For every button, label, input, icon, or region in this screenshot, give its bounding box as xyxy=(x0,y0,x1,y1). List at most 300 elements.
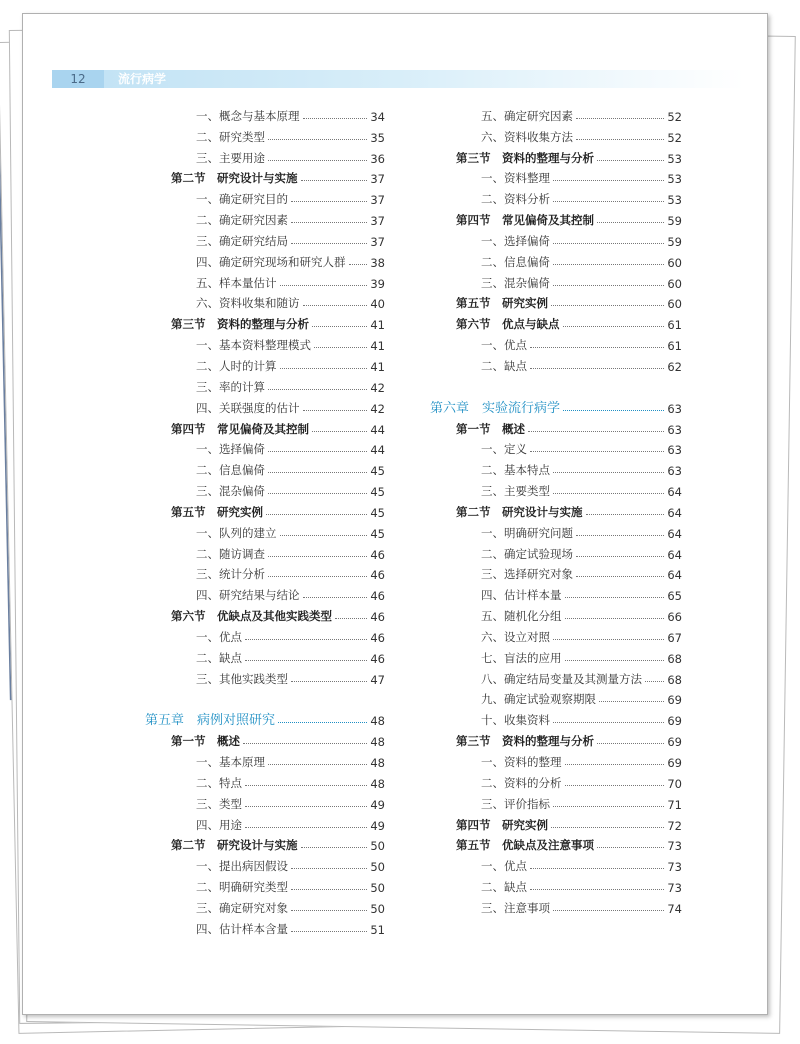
toc-entry-page: 68 xyxy=(667,672,682,687)
toc-entry-page: 64 xyxy=(667,485,682,500)
toc-entry-title: 一、基本原理 xyxy=(196,755,265,769)
dot-leader xyxy=(349,264,368,265)
toc-entry-page: 73 xyxy=(667,881,682,896)
toc-entry-page: 50 xyxy=(370,860,385,875)
toc-section-entry xyxy=(145,416,385,437)
dot-leader xyxy=(553,493,664,494)
toc-entry-title: 二、资料的分析 xyxy=(481,775,562,790)
dot-leader xyxy=(303,118,368,119)
toc-entry-title: 第五章 病例对照研究 xyxy=(145,713,276,729)
toc-item-entry xyxy=(430,707,682,728)
toc-entry-title: 五、样本量估计 xyxy=(196,275,277,290)
dot-leader xyxy=(268,556,367,557)
toc-entry-title: 三、类型 xyxy=(196,796,242,811)
toc-entry-page: 37 xyxy=(370,172,385,187)
toc-section-entry xyxy=(145,603,385,624)
toc-entry-page: 41 xyxy=(370,339,385,354)
toc-entry-page: 42 xyxy=(370,401,385,416)
toc-entry-page: 69 xyxy=(667,756,682,770)
dot-leader xyxy=(268,451,367,452)
toc-entry-page: 48 xyxy=(370,776,385,791)
dot-leader xyxy=(553,639,664,640)
toc-entry-page: 65 xyxy=(667,589,682,604)
toc-item-entry xyxy=(145,666,385,687)
toc-item-entry xyxy=(145,249,385,270)
toc-entry-title: 二、确定研究因素 xyxy=(196,213,288,228)
toc-section-entry xyxy=(145,311,385,332)
toc-item-entry xyxy=(430,874,682,895)
toc-entry-title: 十、收集资料 xyxy=(481,713,550,728)
dot-leader xyxy=(576,535,664,536)
toc-section-entry xyxy=(430,291,682,312)
toc-item-entry xyxy=(430,853,682,874)
toc-item-entry xyxy=(145,457,385,478)
dot-leader xyxy=(335,618,367,619)
toc-entry-page: 60 xyxy=(667,255,682,270)
dot-leader xyxy=(553,806,664,807)
dot-leader xyxy=(243,743,367,744)
toc-entry-page: 50 xyxy=(370,901,385,916)
toc-entry-page: 72 xyxy=(667,818,682,833)
toc-entry-title: 一、确定研究目的 xyxy=(196,192,288,207)
toc-entry-page: 50 xyxy=(370,839,385,854)
toc-entry-title: 第五节 研究实例 xyxy=(171,504,263,519)
dot-leader xyxy=(553,201,664,202)
toc-entry-title: 四、用途 xyxy=(196,817,242,832)
toc-entry-title: 三、主要类型 xyxy=(481,484,550,499)
toc-item-entry xyxy=(430,186,682,207)
toc-entry-page: 41 xyxy=(370,318,385,333)
toc-entry-page: 40 xyxy=(370,297,385,312)
toc-entry-title: 一、选择偏倚 xyxy=(481,233,550,248)
toc-entry-page: 53 xyxy=(667,151,682,166)
dot-leader xyxy=(553,910,664,911)
toc-entry-title: 二、人时的计算 xyxy=(196,358,277,373)
toc-item-entry xyxy=(145,395,385,416)
toc-entry-page: 60 xyxy=(667,276,682,291)
dot-leader xyxy=(553,243,664,244)
dot-leader xyxy=(530,347,664,348)
toc-item-entry xyxy=(430,687,682,708)
dot-leader xyxy=(278,722,367,723)
toc-entry-page: 45 xyxy=(370,505,385,520)
toc-entry-page: 63 xyxy=(667,422,682,437)
toc-item-entry xyxy=(430,582,682,603)
toc-entry-title: 二、明确研究类型 xyxy=(196,880,288,895)
toc-entry-page: 52 xyxy=(667,109,682,124)
toc-chapter-entry xyxy=(145,707,385,728)
dot-leader xyxy=(303,597,368,598)
dot-leader xyxy=(268,764,367,765)
dot-leader xyxy=(565,597,665,598)
toc-entry-page: 49 xyxy=(370,818,385,833)
toc-entry-page: 34 xyxy=(370,109,385,124)
dot-leader xyxy=(301,180,368,181)
toc-entry-page: 38 xyxy=(370,255,385,270)
toc-entry-page: 46 xyxy=(370,651,385,666)
toc-entry-page: 62 xyxy=(667,359,682,374)
toc-item-entry xyxy=(145,541,385,562)
toc-item-entry xyxy=(430,603,682,624)
toc-entry-page: 59 xyxy=(667,234,682,249)
toc-item-entry xyxy=(145,478,385,499)
dot-leader xyxy=(565,785,665,786)
toc-item-entry xyxy=(145,207,385,228)
dot-leader xyxy=(553,722,664,723)
toc-entry-page: 59 xyxy=(667,214,682,229)
toc-section-entry xyxy=(430,311,682,332)
toc-entry-page: 35 xyxy=(370,130,385,145)
toc-entry-page: 61 xyxy=(667,339,682,354)
toc-item-entry xyxy=(430,645,682,666)
toc-entry-page: 46 xyxy=(370,610,385,625)
toc-right-column xyxy=(430,103,682,916)
toc-entry-title: 第五节 研究实例 xyxy=(456,296,548,311)
toc-entry-title: 三、混杂偏倚 xyxy=(481,275,550,290)
toc-entry-page: 64 xyxy=(667,568,682,583)
dot-leader xyxy=(268,139,367,140)
toc-entry-page: 64 xyxy=(667,505,682,520)
toc-section-entry xyxy=(430,207,682,228)
dot-leader xyxy=(280,368,368,369)
toc-entry-page: 46 xyxy=(370,568,385,583)
toc-entry-title: 四、关联强度的估计 xyxy=(196,400,300,415)
toc-entry-page: 45 xyxy=(370,526,385,541)
dot-leader xyxy=(586,514,665,515)
page-number: 12 xyxy=(52,70,104,88)
toc-entry-page: 64 xyxy=(667,547,682,562)
toc-entry-title: 第三节 资料的整理与分析 xyxy=(171,317,309,332)
book-title: 流行病学 xyxy=(118,72,167,86)
toc-entry-title: 一、优点 xyxy=(196,629,242,644)
dot-leader xyxy=(303,410,368,411)
toc-entry-page: 45 xyxy=(370,464,385,479)
toc-entry-page: 46 xyxy=(370,589,385,604)
toc-entry-page: 49 xyxy=(370,797,385,812)
toc-entry-title: 一、优点 xyxy=(481,859,527,874)
toc-item-entry xyxy=(145,874,385,895)
toc-entry-title: 一、队列的建立 xyxy=(196,525,277,540)
running-header xyxy=(52,70,744,88)
dot-leader xyxy=(563,326,665,327)
toc-entry-title: 八、确定结局变量及其测量方法 xyxy=(481,671,642,686)
toc-item-entry xyxy=(430,666,682,687)
toc-entry-page: 52 xyxy=(667,130,682,145)
toc-entry-page: 37 xyxy=(370,214,385,229)
dot-leader xyxy=(291,222,367,223)
toc-item-entry xyxy=(145,437,385,458)
dot-leader xyxy=(553,264,664,265)
dot-leader xyxy=(597,160,664,161)
dot-leader xyxy=(576,576,664,577)
toc-entry-title: 一、定义 xyxy=(481,442,527,457)
toc-entry-page: 69 xyxy=(667,735,682,750)
toc-item-entry xyxy=(430,228,682,249)
toc-item-entry xyxy=(145,353,385,374)
toc-entry-title: 三、主要用途 xyxy=(196,150,265,165)
toc-section-entry xyxy=(430,145,682,166)
toc-entry-title: 三、统计分析 xyxy=(196,567,265,582)
toc-item-entry xyxy=(145,645,385,666)
dot-leader xyxy=(266,514,367,515)
dot-leader xyxy=(291,910,367,911)
toc-item-entry xyxy=(145,270,385,291)
dot-leader xyxy=(291,681,367,682)
toc-entry-title: 二、信息偏倚 xyxy=(481,254,550,269)
toc-entry-title: 三、混杂偏倚 xyxy=(196,484,265,499)
toc-entry-page: 37 xyxy=(370,193,385,208)
dot-leader xyxy=(245,660,367,661)
toc-entry-title: 第二节 研究设计与实施 xyxy=(456,504,583,519)
toc-item-entry xyxy=(145,916,385,937)
toc-entry-title: 三、选择研究对象 xyxy=(481,567,573,582)
toc-entry-title: 四、估计样本量 xyxy=(481,588,562,603)
toc-entry-title: 第二节 研究设计与实施 xyxy=(171,838,298,853)
dot-leader xyxy=(599,701,664,702)
toc-entry-page: 66 xyxy=(667,610,682,625)
dot-leader xyxy=(268,493,367,494)
toc-entry-page: 63 xyxy=(667,443,682,458)
toc-item-entry xyxy=(430,562,682,583)
toc-entry-title: 一、基本资料整理模式 xyxy=(196,338,311,353)
dot-leader xyxy=(291,931,367,932)
toc-entry-title: 一、优点 xyxy=(481,338,527,353)
dot-leader xyxy=(268,160,367,161)
dot-leader xyxy=(553,472,664,473)
toc-item-entry xyxy=(430,520,682,541)
dot-leader xyxy=(565,618,665,619)
toc-item-entry xyxy=(145,374,385,395)
toc-entry-page: 53 xyxy=(667,172,682,187)
toc-entry-title: 第四节 常见偏倚及其控制 xyxy=(456,213,594,228)
toc-entry-page: 46 xyxy=(370,630,385,645)
toc-item-entry xyxy=(145,582,385,603)
toc-entry-title: 第五节 优缺点及注意事项 xyxy=(456,838,594,853)
toc-entry-title: 一、概念与基本原理 xyxy=(196,108,300,123)
toc-entry-page: 69 xyxy=(667,714,682,729)
dot-leader xyxy=(576,556,664,557)
toc-entry-page: 47 xyxy=(370,672,385,687)
toc-entry-title: 三、确定研究对象 xyxy=(196,900,288,915)
toc-entry-title: 第六节 优点与缺点 xyxy=(456,317,560,332)
toc-entry-title: 五、确定研究因素 xyxy=(481,108,573,123)
toc-entry-page: 42 xyxy=(370,380,385,395)
toc-entry-title: 三、其他实践类型 xyxy=(196,671,288,686)
toc-entry-page: 74 xyxy=(667,901,682,916)
toc-section-entry xyxy=(145,833,385,854)
toc-entry-page: 73 xyxy=(667,839,682,854)
toc-item-entry xyxy=(430,103,682,124)
toc-entry-title: 第一节 概述 xyxy=(171,734,240,749)
dot-leader xyxy=(301,847,368,848)
toc-entry-page: 46 xyxy=(370,547,385,562)
dot-leader xyxy=(553,285,664,286)
toc-entry-page: 37 xyxy=(370,234,385,249)
toc-entry-page: 48 xyxy=(370,735,385,750)
dot-leader xyxy=(245,785,367,786)
dot-leader xyxy=(551,305,664,306)
toc-entry-page: 48 xyxy=(370,756,385,770)
toc-entry-page: 45 xyxy=(370,485,385,500)
dot-leader xyxy=(291,868,367,869)
toc-entry-title: 四、研究结果与结论 xyxy=(196,588,300,603)
toc-entry-page: 53 xyxy=(667,193,682,208)
dot-leader xyxy=(280,285,368,286)
toc-item-entry xyxy=(430,166,682,187)
toc-entry-page: 71 xyxy=(667,797,682,812)
toc-entry-title: 二、研究类型 xyxy=(196,129,265,144)
dot-leader xyxy=(565,764,665,765)
toc-item-entry xyxy=(145,791,385,812)
toc-entry-title: 一、明确研究问题 xyxy=(481,525,573,540)
toc-item-entry xyxy=(145,124,385,145)
toc-item-entry xyxy=(145,624,385,645)
toc-entry-page: 63 xyxy=(667,464,682,479)
dot-leader xyxy=(291,889,367,890)
dot-leader xyxy=(303,305,368,306)
toc-entry-page: 60 xyxy=(667,297,682,312)
toc-entry-title: 第六节 优缺点及其他实践类型 xyxy=(171,609,332,624)
dot-leader xyxy=(576,139,664,140)
toc-entry-page: 68 xyxy=(667,651,682,666)
toc-chapter-entry xyxy=(430,395,682,416)
toc-entry-title: 七、盲法的应用 xyxy=(481,650,562,665)
dot-leader xyxy=(597,743,664,744)
toc-entry-title: 二、随访调查 xyxy=(196,546,265,561)
toc-section-entry xyxy=(145,166,385,187)
toc-entry-title: 二、缺点 xyxy=(481,358,527,373)
toc-entry-title: 二、缺点 xyxy=(196,650,242,665)
toc-item-entry xyxy=(145,103,385,124)
toc-section-entry xyxy=(430,833,682,854)
toc-entry-title: 四、确定研究现场和研究人群 xyxy=(196,254,346,269)
toc-entry-title: 三、注意事项 xyxy=(481,900,550,915)
toc-entry-title: 九、确定试验观察期限 xyxy=(481,692,596,707)
dot-leader xyxy=(291,243,367,244)
toc-section-entry xyxy=(145,728,385,749)
toc-entry-page: 39 xyxy=(370,276,385,291)
toc-entry-title: 二、特点 xyxy=(196,775,242,790)
toc-item-entry xyxy=(430,770,682,791)
toc-entry-title: 第六章 实验流行病学 xyxy=(430,400,561,416)
toc-entry-page: 73 xyxy=(667,860,682,875)
toc-item-entry xyxy=(145,186,385,207)
toc-item-entry xyxy=(430,124,682,145)
dot-leader xyxy=(597,847,664,848)
toc-entry-page: 63 xyxy=(667,401,682,416)
toc-entry-title: 二、资料分析 xyxy=(481,192,550,207)
toc-section-entry xyxy=(430,499,682,520)
dot-leader xyxy=(245,827,367,828)
dot-leader xyxy=(312,431,367,432)
toc-entry-page: 48 xyxy=(370,714,385,729)
toc-entry-title: 一、资料整理 xyxy=(481,171,550,186)
dot-leader xyxy=(245,806,367,807)
toc-entry-title: 第四节 研究实例 xyxy=(456,817,548,832)
toc-section-entry xyxy=(145,499,385,520)
dot-leader xyxy=(530,868,664,869)
toc-item-entry xyxy=(145,749,385,770)
toc-entry-page: 67 xyxy=(667,630,682,645)
dot-leader xyxy=(291,201,367,202)
toc-item-entry xyxy=(430,249,682,270)
dot-leader xyxy=(551,827,664,828)
toc-entry-page: 70 xyxy=(667,776,682,791)
toc-item-entry xyxy=(430,270,682,291)
toc-entry-page: 36 xyxy=(370,151,385,166)
toc-entry-title: 六、设立对照 xyxy=(481,629,550,644)
toc-item-entry xyxy=(145,812,385,833)
toc-entry-page: 69 xyxy=(667,693,682,708)
dot-leader xyxy=(528,431,664,432)
toc-item-entry xyxy=(145,332,385,353)
toc-entry-title: 三、评价指标 xyxy=(481,796,550,811)
dot-leader xyxy=(553,180,664,181)
toc-entry-title: 二、确定试验现场 xyxy=(481,546,573,561)
toc-section-entry xyxy=(430,416,682,437)
toc-item-entry xyxy=(430,457,682,478)
toc-item-entry xyxy=(145,228,385,249)
toc-entry-title: 第二节 研究设计与实施 xyxy=(171,171,298,186)
dot-leader xyxy=(530,368,664,369)
toc-entry-title: 二、信息偏倚 xyxy=(196,463,265,478)
dot-leader xyxy=(268,576,367,577)
toc-item-entry xyxy=(430,353,682,374)
toc-item-entry xyxy=(145,770,385,791)
dot-leader xyxy=(565,660,665,661)
toc-entry-title: 一、选择偏倚 xyxy=(196,442,265,457)
toc-item-entry xyxy=(430,478,682,499)
dot-leader xyxy=(268,472,367,473)
toc-entry-title: 一、提出病因假设 xyxy=(196,859,288,874)
toc-entry-title: 三、率的计算 xyxy=(196,379,265,394)
dot-leader xyxy=(576,118,664,119)
toc-entry-title: 三、确定研究结局 xyxy=(196,233,288,248)
toc-item-entry xyxy=(430,895,682,916)
toc-entry-title: 第一节 概述 xyxy=(456,421,525,436)
dot-leader xyxy=(268,389,367,390)
toc-entry-page: 41 xyxy=(370,359,385,374)
toc-item-entry xyxy=(145,853,385,874)
dot-leader xyxy=(645,681,664,682)
toc-entry-page: 44 xyxy=(370,443,385,458)
toc-item-entry xyxy=(430,749,682,770)
toc-entry-title: 四、估计样本含量 xyxy=(196,921,288,936)
toc-entry-page: 51 xyxy=(370,922,385,937)
toc-entry-title: 六、资料收集和随访 xyxy=(196,296,300,311)
toc-entry-page: 64 xyxy=(667,526,682,541)
dot-leader xyxy=(597,222,664,223)
dot-leader xyxy=(530,889,664,890)
toc-item-entry xyxy=(430,624,682,645)
toc-entry-title: 第四节 常见偏倚及其控制 xyxy=(171,421,309,436)
toc-item-entry xyxy=(145,562,385,583)
dot-leader xyxy=(245,639,367,640)
toc-entry-title: 第三节 资料的整理与分析 xyxy=(456,150,594,165)
toc-entry-title: 第三节 资料的整理与分析 xyxy=(456,734,594,749)
dot-leader xyxy=(312,326,367,327)
toc-entry-page: 44 xyxy=(370,422,385,437)
toc-item-entry xyxy=(430,332,682,353)
dot-leader xyxy=(530,451,664,452)
toc-entry-title: 一、资料的整理 xyxy=(481,755,562,769)
dot-leader xyxy=(563,410,664,411)
dot-leader xyxy=(280,535,368,536)
toc-item-entry xyxy=(430,791,682,812)
toc-item-entry xyxy=(430,541,682,562)
toc-entry-title: 六、资料收集方法 xyxy=(481,129,573,144)
dot-leader xyxy=(314,347,367,348)
